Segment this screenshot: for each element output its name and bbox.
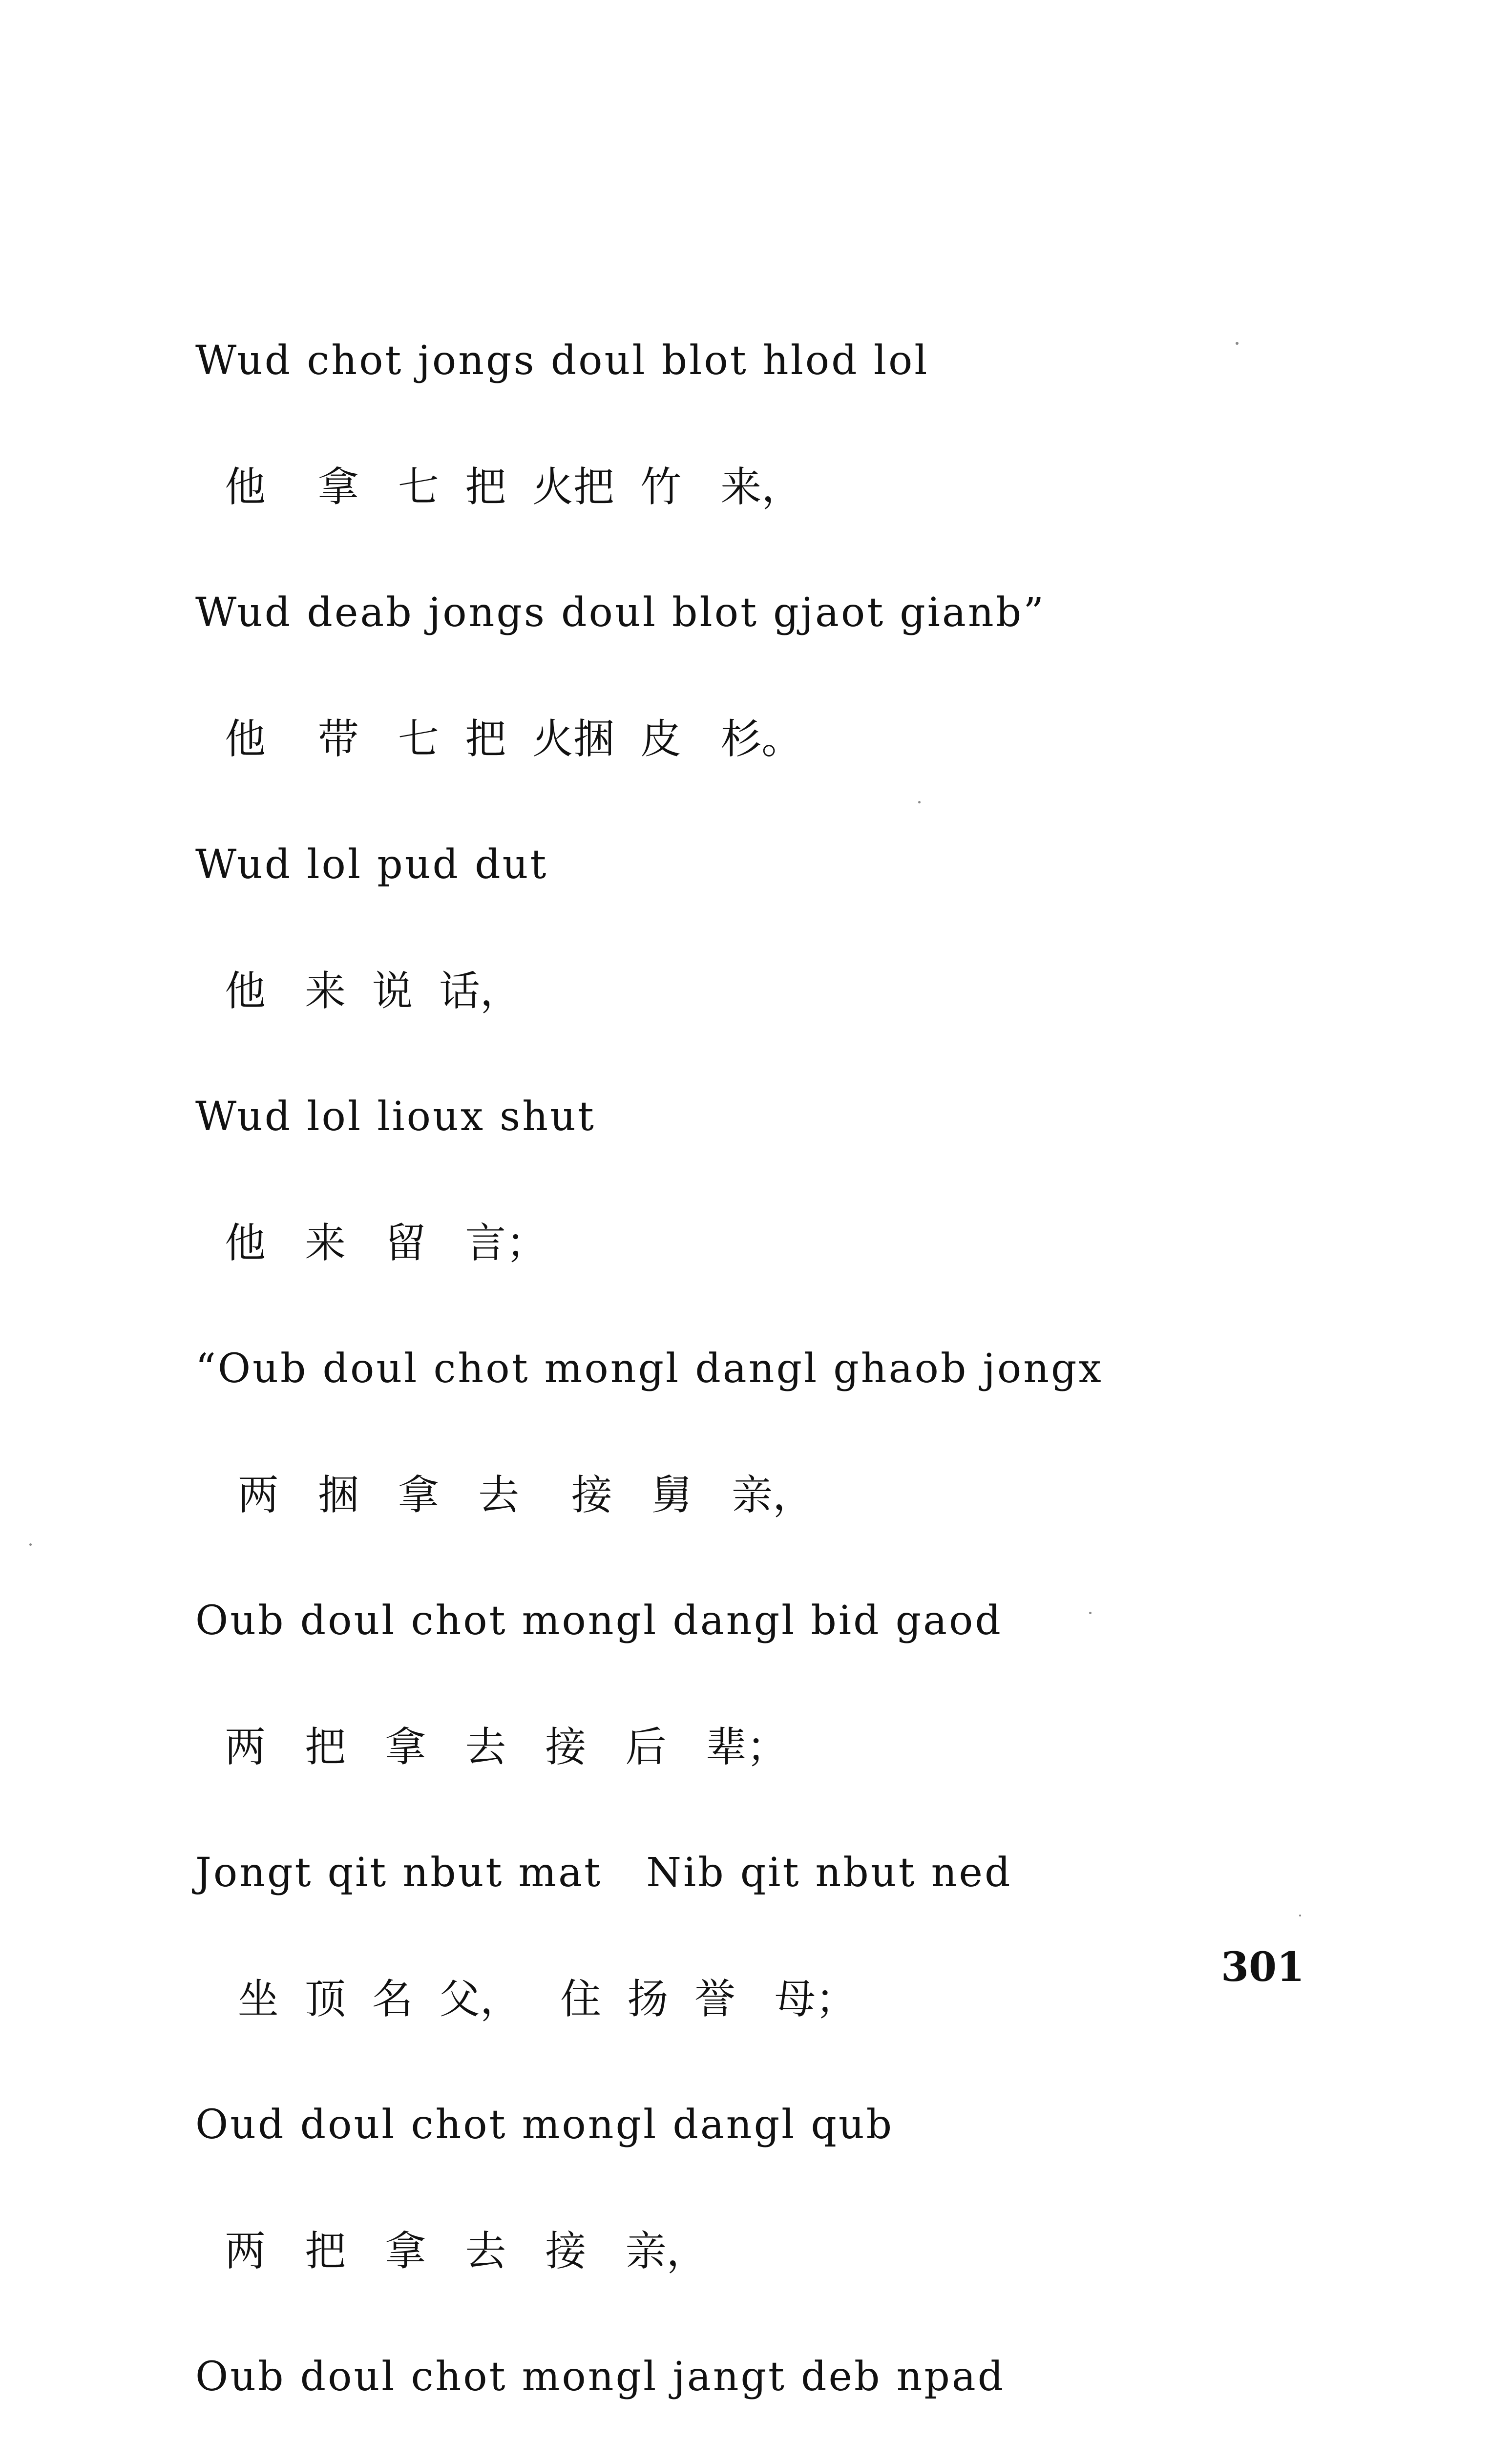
chinese-gloss: 坐 顶 名 父， 住 扬 誉 母； (225, 1975, 857, 2023)
miao-line: Jongt qit nbut mat Nib qit nbut ned (195, 1850, 1012, 1896)
page-number: 301 (1221, 1944, 1305, 1991)
miao-line: Oub doul chot mongl dangl bid gaod (195, 1598, 1003, 1644)
print-speck (918, 801, 921, 803)
verse-pair (195, 1558, 1392, 1810)
verse-pair (195, 550, 1392, 802)
chinese-gloss: 他 带 七 把 火捆 皮 杉。 (225, 715, 803, 763)
verse-pair (195, 1810, 1392, 2062)
verse-pair (195, 1054, 1392, 1306)
bilingual-verse (195, 298, 1392, 2442)
print-speck (29, 1543, 32, 1546)
chinese-gloss: 两 把 拿 去 接 亲， (225, 2227, 708, 2275)
chinese-gloss: 两 捆 拿 去 接 舅 亲， (225, 1471, 814, 1519)
miao-line: “Oub doul chot mongl dangl ghaob jongx (195, 1346, 1103, 1392)
print-speck (1236, 342, 1239, 345)
verse-pair (195, 298, 1392, 550)
miao-line: Wud lol lioux shut (195, 1094, 596, 1140)
chinese-gloss: 他 来 留 言； (225, 1219, 547, 1267)
miao-line: Oub doul chot mongl jangt deb npad (195, 2354, 1006, 2400)
chinese-gloss: 他 来 说 话， (225, 967, 521, 1015)
print-speck (1089, 1612, 1092, 1614)
chinese-gloss: 他 拿 七 把 火把 竹 来， (225, 463, 803, 511)
verse-pair (195, 2314, 1392, 2442)
chinese-gloss (195, 2440, 1392, 2442)
miao-line: Oud doul chot mongl dangl qub (195, 2102, 894, 2148)
miao-line: Wud chot jongs doul blot hlod lol (195, 337, 929, 384)
verse-pair (195, 1306, 1392, 1558)
miao-line: Wud deab jongs doul blot gjaot gianb” (195, 589, 1046, 636)
verse-pair (195, 802, 1392, 1054)
chinese-gloss: 两 把 拿 去 接 后 辈； (225, 1723, 788, 1771)
miao-line: Wud lol pud dut (195, 842, 548, 888)
print-speck (1299, 1915, 1301, 1916)
verse-pair (195, 2062, 1392, 2314)
